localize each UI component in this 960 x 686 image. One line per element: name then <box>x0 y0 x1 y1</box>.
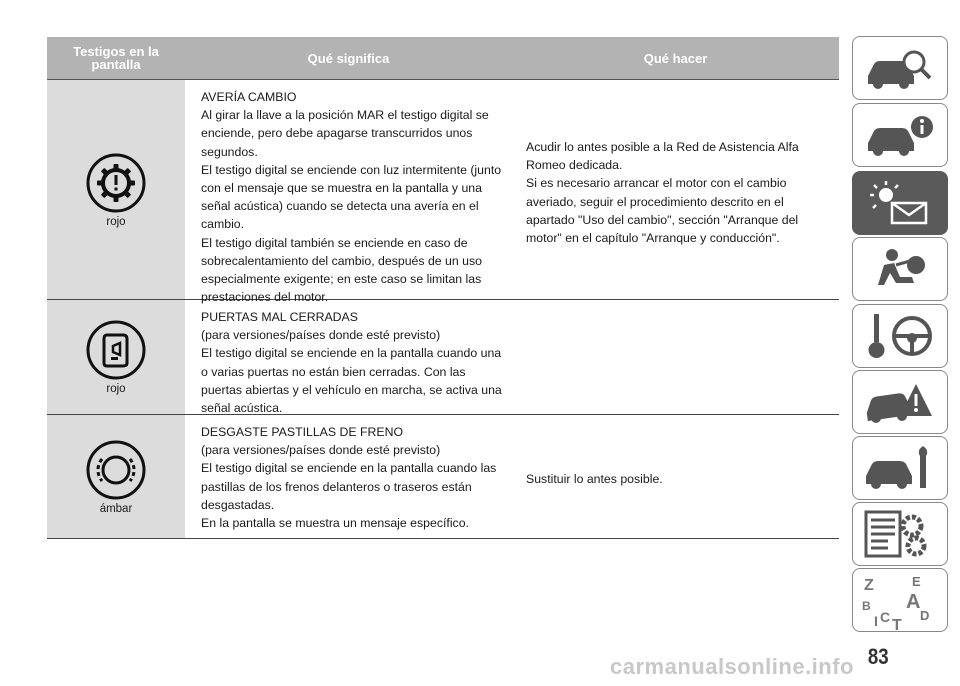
meaning-line: puertas abiertas y el vehículo en marcha, se activa una <box>201 382 502 397</box>
meaning-line: El testigo digital se enciende con luz intermitente (junto <box>201 162 502 177</box>
meaning-line: Al girar la llave a la posición MAR el testigo digital se <box>201 108 489 123</box>
meaning-cell <box>185 80 512 305</box>
chapter-tab-technical-data[interactable] <box>852 502 950 568</box>
meaning-title: DESGASTE PASTILLAS DE FRENO <box>201 425 404 439</box>
header-action: Qué hacer <box>643 50 708 66</box>
chapter-tab-starting-driving[interactable] <box>852 304 950 370</box>
icon-cell <box>47 300 185 414</box>
meaning-line: (para versiones/países donde esté previsto) <box>201 443 441 458</box>
meaning-line: segundos. <box>201 144 258 159</box>
chapter-tab-car-info[interactable] <box>852 103 950 169</box>
meaning-line: desgastadas. <box>201 497 275 512</box>
meaning-line: pastillas de los frenos delanteros o traseros están <box>201 479 472 494</box>
action-line: averiado, seguir el procedimiento descrito en el <box>526 194 784 209</box>
color-label: rojo <box>106 383 126 395</box>
action-cell <box>512 415 839 538</box>
chapter-tab-maintenance[interactable] <box>852 436 950 502</box>
car-accident-icon <box>862 376 938 428</box>
meaning-cell <box>185 300 512 414</box>
meaning-line: señal acústica) cuando se detecta una avería en el <box>201 199 479 214</box>
meaning-line: (para versiones/países donde esté previsto) <box>201 328 441 343</box>
action-line: Sustituir lo antes posible. <box>526 472 663 487</box>
action-line: apartado "Uso del cambio", sección "Arranque del <box>526 212 799 227</box>
index-letter: D <box>920 608 930 623</box>
chapter-tab-warning-lights[interactable] <box>852 171 950 237</box>
table-row <box>47 80 839 305</box>
door-ajar-icon <box>85 319 147 381</box>
icon-cell <box>47 80 185 299</box>
meaning-line: sobrecalentamiento del cambio, después de un uso <box>201 253 482 268</box>
index-letter: T <box>892 617 902 630</box>
meaning-line: especialmente exigente; en este caso se limitan las <box>201 272 482 287</box>
watermark: carmanualsonline.info <box>610 654 854 679</box>
index-letter: B <box>862 599 871 613</box>
icon-cell <box>47 415 185 538</box>
color-label: rojo <box>106 215 126 228</box>
action-cell <box>512 80 839 299</box>
chapter-tab-index[interactable] <box>852 568 950 634</box>
spec-sheet-gears-icon <box>862 508 938 560</box>
meaning-line: prestaciones del motor. <box>201 290 329 305</box>
car-info-icon <box>862 109 938 161</box>
color-label: ámbar <box>99 502 133 515</box>
index-letter: Z <box>864 577 874 594</box>
table-header <box>47 37 839 80</box>
warning-lights-table <box>47 37 839 539</box>
meaning-line: enciende, pero debe apagarse transcurridos unos <box>201 126 473 141</box>
table-row <box>47 300 839 415</box>
page-number: 83 <box>867 644 889 669</box>
header-lights: Testigos en la pantalla <box>73 44 159 72</box>
table-row <box>47 415 839 539</box>
meaning-line: El testigo digital también se enciende en caso de <box>201 235 468 250</box>
index-letter: A <box>906 591 921 613</box>
header-meaning: Qué significa <box>307 50 390 66</box>
key-steering-wheel-icon <box>862 310 938 362</box>
meaning-title: PUERTAS MAL CERRADAS <box>201 310 358 324</box>
warning-light-envelope-icon <box>862 177 938 229</box>
action-line: Acudir lo antes posible a la Red de Asistencia Alfa <box>526 139 799 154</box>
meaning-line: En la pantalla se muestra un mensaje específico. <box>201 516 469 531</box>
action-cell <box>512 300 839 414</box>
car-search-icon <box>862 42 938 94</box>
airbag-seat-icon <box>862 243 938 295</box>
alphabet-index-icon <box>862 574 938 630</box>
meaning-line: El testigo digital se enciende en la pantalla cuando una <box>201 346 502 361</box>
brake-pad-wear-icon <box>85 439 147 501</box>
chapter-tab-emergency[interactable] <box>852 370 950 436</box>
action-line: Si es necesario arrancar el motor con el cambio <box>526 176 787 191</box>
meaning-line: El testigo digital se enciende en la pantalla cuando las <box>201 461 497 476</box>
meaning-cell <box>185 415 512 538</box>
meaning-line: señal acústica. <box>201 401 283 416</box>
action-line: Romeo dedicada. <box>526 158 623 173</box>
chapter-tab-car-search[interactable] <box>852 36 950 102</box>
meaning-title: AVERÍA CAMBIO <box>201 90 297 104</box>
meaning-line: o varias puertas no están bien cerradas. Con las <box>201 364 466 379</box>
meaning-line: con el mensaje que se muestra en la pantalla y una <box>201 181 482 196</box>
meaning-line: cambio. <box>201 217 245 232</box>
chapter-tab-airbag[interactable] <box>852 237 950 303</box>
index-letter: I <box>874 613 878 629</box>
index-letter: C <box>880 609 891 625</box>
index-letter: E <box>912 574 921 589</box>
gear-warning-icon <box>85 152 147 214</box>
car-wrench-icon <box>862 442 938 494</box>
action-line: motor" en el capítulo "Arranque y conducción". <box>526 230 780 245</box>
